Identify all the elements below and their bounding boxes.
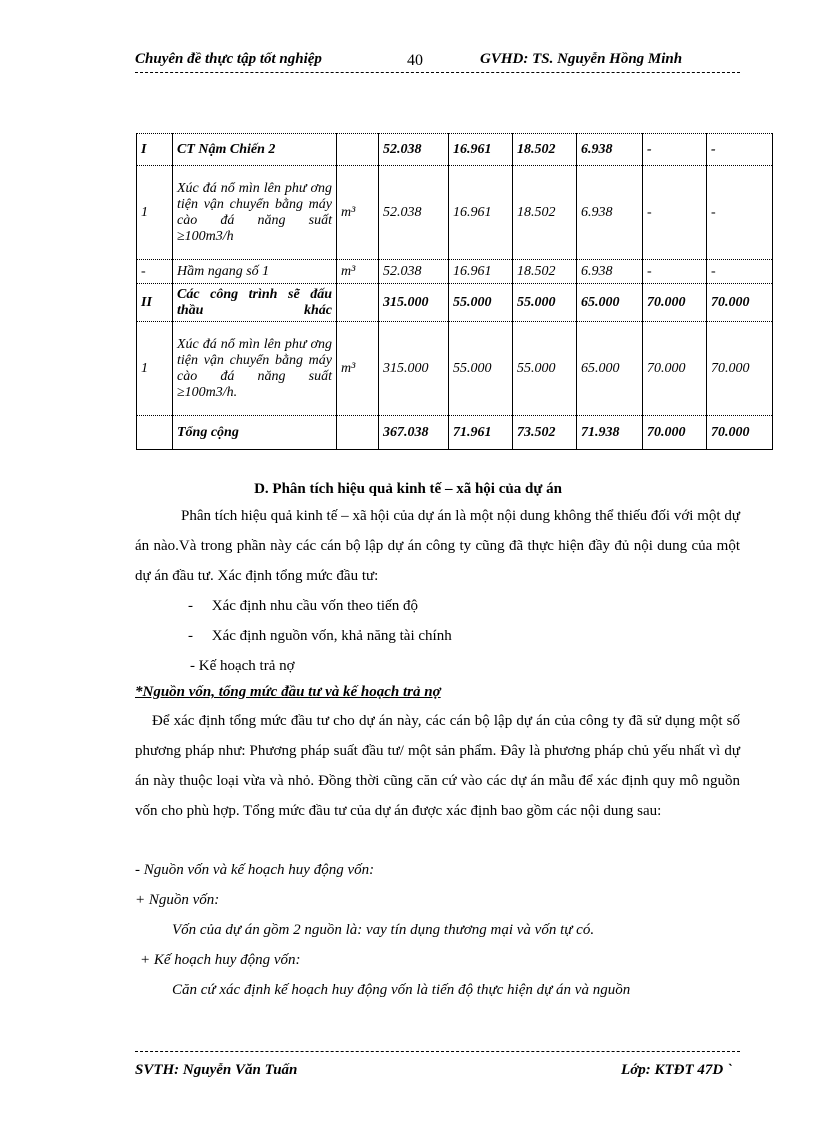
cell-value: 18.502 <box>513 260 577 284</box>
text-line: + Kế hoạch huy động vốn: <box>140 952 301 968</box>
cell-unit: m³ <box>337 260 379 284</box>
cell-name: Xúc đá nổ mìn lên phư ơng tiện vận chuyển bằng máy cào đá năng suất ≥100m3/h <box>173 166 337 260</box>
table-row <box>137 260 773 284</box>
cell-value: 6.938 <box>577 166 643 260</box>
cell-unit <box>337 284 379 322</box>
paragraph-investment: Để xác định tổng mức đầu tư cho dự án này, các cán bộ lập dự án của công ty đã sử dụng một số phương pháp như: Phương pháp suất đầu tư/ một sản phẩm. Đây là phương pháp chủ yếu nhất vì dự án này thuộc loại vừa và nhỏ. Đồng thời cũng căn cứ vào các dự án mẫu để xác định quy mô nguồn vốn cho phù hợp. Tổng mức đầu tư của dự án được xác định bao gồm các nội dung sau: <box>135 713 740 819</box>
cell-name-text: CT Nậm Chiến 2 <box>177 141 276 157</box>
cell-value: 55.000 <box>449 322 513 416</box>
cell-value: 71.961 <box>449 416 513 450</box>
cell-value: 6.938 <box>577 260 643 284</box>
cell-value: 18.502 <box>513 166 577 260</box>
cell-value: 70.000 <box>643 416 707 450</box>
table-row <box>137 284 773 322</box>
cell-value: 16.961 <box>449 134 513 166</box>
cell-value: 65.000 <box>577 284 643 322</box>
investment-table <box>136 133 773 450</box>
cell-name <box>173 134 337 166</box>
section-title: D. Phân tích hiệu quả kinh tế – xã hội của dự án <box>254 481 562 497</box>
cell-unit <box>337 134 379 166</box>
header-advisor: GVHD: TS. Nguyễn Hồng Minh <box>480 51 683 67</box>
cell-value: 70.000 <box>643 284 707 322</box>
cell-value: 55.000 <box>513 322 577 416</box>
table-row <box>137 322 773 416</box>
cell-value: 70.000 <box>707 416 773 450</box>
cell-value: 70.000 <box>707 322 773 416</box>
cell-value: 6.938 <box>577 134 643 166</box>
list-item: - Xác định nguồn vốn, khả năng tài chính <box>188 628 452 644</box>
cell-value: 16.961 <box>449 166 513 260</box>
page-footer <box>135 1051 740 1076</box>
header-title: Chuyên đề thực tập tốt nghiệp <box>135 51 322 67</box>
cell-value: 70.000 <box>643 322 707 416</box>
cell-unit: m³ <box>337 322 379 416</box>
subheading: *Nguồn vốn, tổng mức đầu tư và kế hoạch trả nợ <box>135 684 441 700</box>
cell-name: Các công trình sẽ đấu thầu khác <box>173 284 337 322</box>
list-item: - Kế hoạch trả nợ <box>190 658 295 674</box>
cell-value: 315.000 <box>379 284 449 322</box>
cell-value: - <box>643 166 707 260</box>
cell-value: 52.038 <box>379 166 449 260</box>
footer-student: SVTH: Nguyễn Văn Tuấn <box>135 1062 298 1078</box>
table-row <box>137 166 773 260</box>
cell-value: 70.000 <box>707 284 773 322</box>
cell-value: 65.000 <box>577 322 643 416</box>
cell-value: 73.502 <box>513 416 577 450</box>
text-line: Căn cứ xác định kế hoạch huy động vốn là tiến độ thực hiện dự án và nguồn <box>172 982 631 998</box>
text-line: + Nguồn vốn: <box>135 892 220 908</box>
cell-value: - <box>707 166 773 260</box>
cell-name: Tổng cộng <box>173 416 337 450</box>
table-row <box>137 134 773 166</box>
cell-value: - <box>643 134 707 166</box>
cell-stt: - <box>137 260 173 284</box>
cell-value: 16.961 <box>449 260 513 284</box>
cell-value: - <box>707 134 773 166</box>
cell-name: Hầm ngang số 1 <box>173 260 337 284</box>
footer-class: Lớp: KTĐT 47D ` <box>621 1062 732 1078</box>
text-line: - Nguồn vốn và kế hoạch huy động vốn: <box>135 862 375 878</box>
cell-value: - <box>643 260 707 284</box>
cell-value: 315.000 <box>379 322 449 416</box>
cell-value: 55.000 <box>513 284 577 322</box>
cell-unit: m³ <box>337 166 379 260</box>
cell-stt: II <box>137 284 173 322</box>
table-row <box>137 416 773 450</box>
cell-value: 55.000 <box>449 284 513 322</box>
cell-value: 18.502 <box>513 134 577 166</box>
cell-value: 52.038 <box>379 260 449 284</box>
cell-stt: 1 <box>137 166 173 260</box>
cell-stt: I <box>137 134 173 166</box>
cell-value: 71.938 <box>577 416 643 450</box>
text-line: Vốn của dự án gồm 2 nguồn là: vay tín dụng thương mại và vốn tự có. <box>172 922 595 938</box>
cell-stt <box>137 416 173 450</box>
cell-value: 367.038 <box>379 416 449 450</box>
cell-value: - <box>707 260 773 284</box>
cell-unit <box>337 416 379 450</box>
list-item: - Xác định nhu cầu vốn theo tiến độ <box>188 598 418 614</box>
page-header <box>135 46 740 73</box>
cell-stt: 1 <box>137 322 173 416</box>
page-number: 40 <box>407 52 423 69</box>
cell-value: 52.038 <box>379 134 449 166</box>
paragraph-analysis: Phân tích hiệu quả kinh tế – xã hội của dự án là một nội dung không thể thiếu đối với một dự án nào.Và trong phần này các cán bộ lập dự án công ty cũng đã thực hiện đầy đủ nội dung của một dự án đầu tư. Xác định tổng mức đầu tư: <box>135 508 740 584</box>
cell-name: Xúc đá nổ mìn lên phư ơng tiện vận chuyển bằng máy cào đá năng suất ≥100m3/h. <box>173 322 337 416</box>
